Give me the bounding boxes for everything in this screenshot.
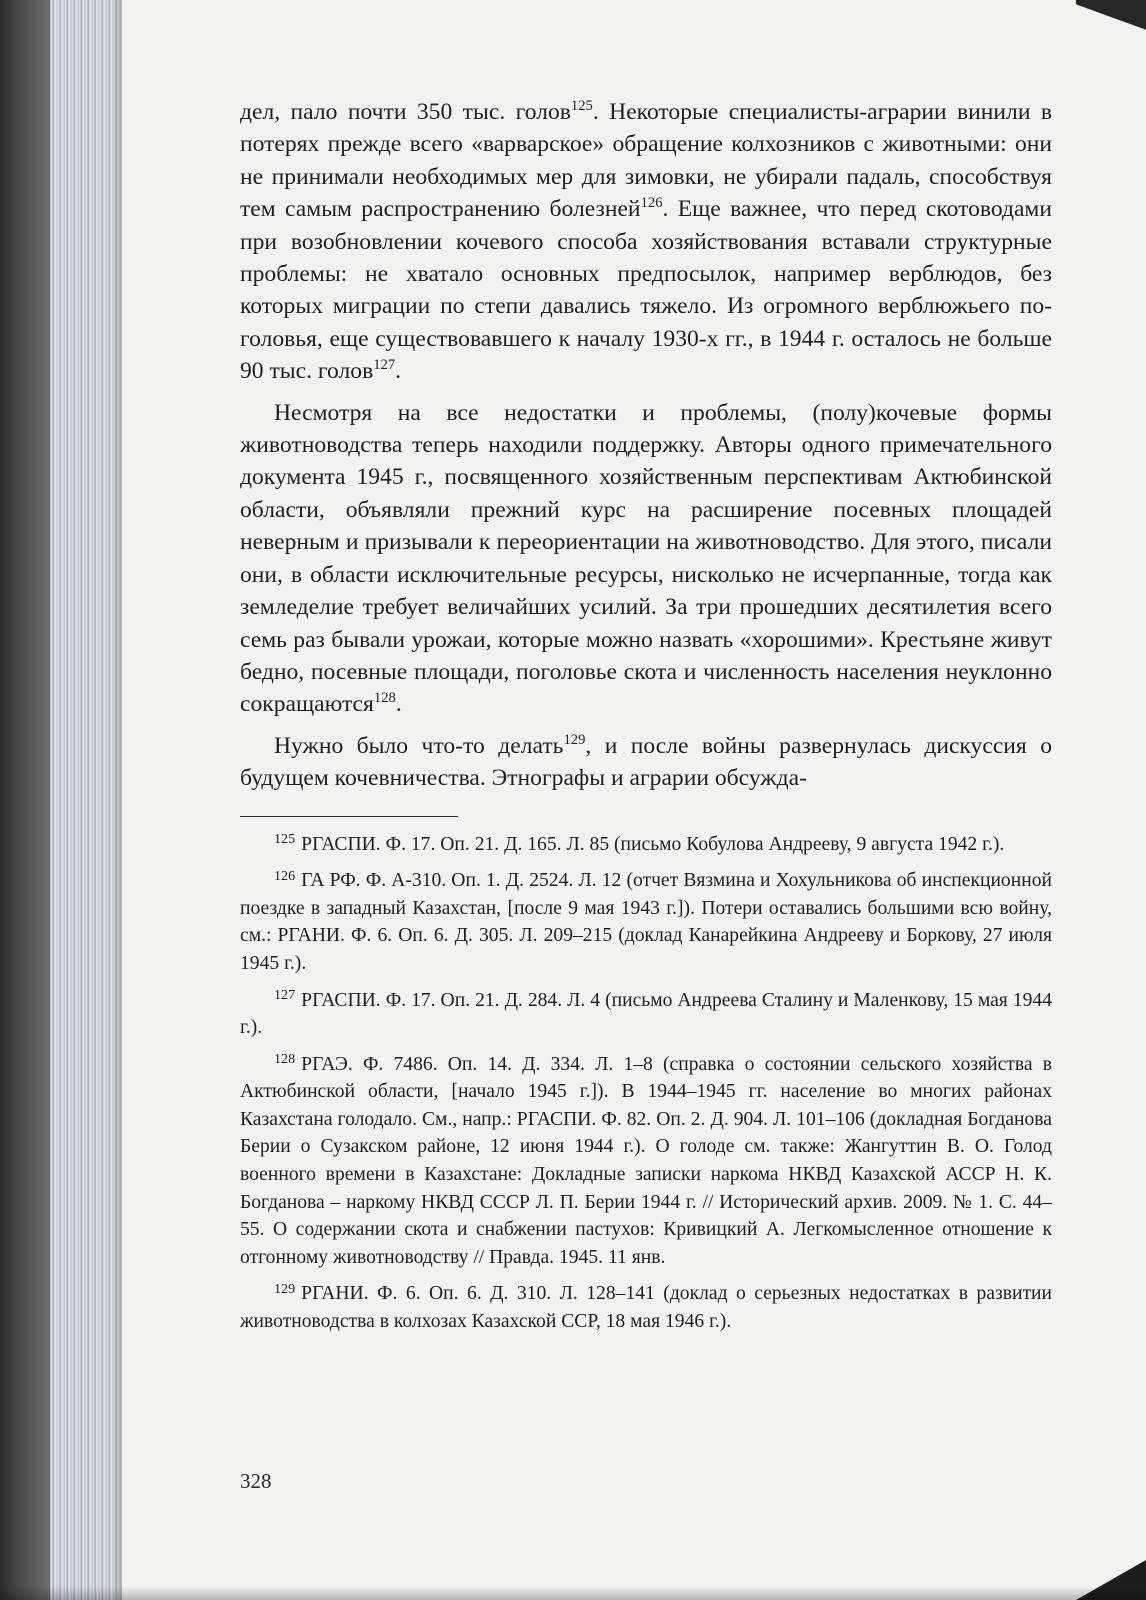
footnote-128 [240,1051,1052,1272]
footnote-number: 128 [274,1051,296,1068]
paragraph-text: . Некоторые специалисты-аграрии винили в потерях прежде всего «варварское» обращение колхозников с животными: они не принимали необходимых мер для зимовки, не убирали падаль, способствуя тем самым распространению болезней [240,99,1053,223]
footnote-129 [240,1280,1052,1335]
footnote-number: 125 [274,831,296,848]
body-paragraph [240,96,1052,388]
page-corner-top-right [1076,0,1146,40]
footnote-reference[interactable]: 128 [373,690,396,707]
page-number: 328 [240,1469,272,1493]
paragraph-text: Несмотря на все недостатки и проблемы, (полу)кочевые формы животноводства теперь находили поддержку. Авторы одного примечательного документа 1945 г., посвященного хозяйственным перспективам Актюбинской области, объявляли прежний курс на расширение посевных площадей неверным и призывали к переориентации на животноводство. Для этого, писали они, в области исключительные ресурсы, нисколько не исчерпанные, тогда как земледелие требует величайших усилий. За три прошедших десятилетия всего семь раз бывали урожаи, которые можно назвать «хорошими». Крестьяне живут бедно, посевные площади, поголовье скота и численность населения неуклонно сокращаются [240,399,1052,718]
footnotes-section [240,831,1052,1336]
footnote-text: РГАНИ. Ф. 6. Оп. 6. Д. 310. Л. 128–141 (доклад о серьезных недостатках в развитии животноводства в колхозах Казахской ССР, 18 мая 1946 г.). [240,1283,1052,1333]
footnote-125 [240,831,1052,859]
footnote-reference[interactable]: 125 [570,97,593,114]
footnote-126 [240,867,1052,977]
page-bottom-shadow [0,1586,1146,1600]
paragraph-text: , и после войны развернулась дискуссия о будущем кочевничества. Этнографы и аграрии обсужда- [240,732,1052,792]
footnote-text: РГАСПИ. Ф. 17. Оп. 21. Д. 165. Л. 85 (письмо Кобулова Андрееву, 9 августа 1942 г.). [301,833,1005,855]
book-page-edges [50,0,122,1600]
body-paragraph [240,730,1052,795]
book-fore-edge-shadow [0,0,50,1600]
footnote-text: РГАСПИ. Ф. 17. Оп. 21. Д. 284. Л. 4 (письмо Андреева Сталину и Маленкову, 15 мая 1944 г.). [240,989,1052,1039]
paragraph-text: . Еще важнее, что перед скотоводами при возобновлении кочевого способа хозяйствования вставали структурные проблемы: не хватало основных предпосылок, например верблюдов, без которых миграции по степи давались тяжело. Из огромного верблюжьего поголовья, еще существовавшего к началу 1930-х гг., в 1944 г. осталось не больше 90 тыс. голов [240,196,1052,385]
paragraph-text: дел, пало почти 350 тыс. голов [240,99,571,125]
footnote-text: ГА РФ. Ф. А-310. Оп. 1. Д. 2524. Л. 12 (отчет Вязмина и Хохульникова об инспекционной поездке в западный Казахстан, [после 9 мая 1943 г.]). Потери оставались большими всю войну, см.: РГАНИ. Ф. 6. Оп. 6. Д. 305. Л. 209–215 (доклад Канарейкина Андрееву и Боркову, 27 июля 1945 г.). [240,870,1052,974]
paragraph-text: Нужно было что-то делать [274,732,564,759]
footnote-number: 126 [274,867,296,884]
paragraph-text: . [395,691,402,718]
footnote-reference[interactable]: 126 [640,195,663,212]
footnote-number: 127 [274,987,296,1004]
footnote-127 [240,987,1052,1042]
footnote-separator [240,816,458,817]
body-paragraph [240,397,1052,721]
footnote-number: 129 [274,1281,296,1298]
paragraph-text: . [395,358,402,385]
footnote-reference[interactable]: 127 [373,357,396,374]
footnote-text: РГАЭ. Ф. 7486. Оп. 14. Д. 334. Л. 1–8 (справка о состоянии сельского хозяйства в Актюбинской области, [начало 1945 г.]). В 1944–1945 гг. население во многих районах Казахстана голодало. См., напр.: РГАСПИ. Ф. 82. Оп. 2. Д. 904. Л. 101–106 (докладная Богданова Берии о Сузакском районе, 12 июня 1944 г.). О голоде см. также: Жангуттин В. О. Голод военного времени в Казахстане: Докладные записки наркома НКВД Казахской АССР Н. К. Богданова – наркому НКВД СССР Л. П. Берии 1944 г. // Исторический архив. 2009. № 1. С. 44–55. О содержании скота и снабжении пастухов: Кривицкий А. Легкомысленное отношение к отгонному животноводству // Правда. 1945. 11 янв. [240,1053,1052,1268]
page-text-block [240,96,1052,1345]
footnote-reference[interactable]: 129 [563,731,586,748]
